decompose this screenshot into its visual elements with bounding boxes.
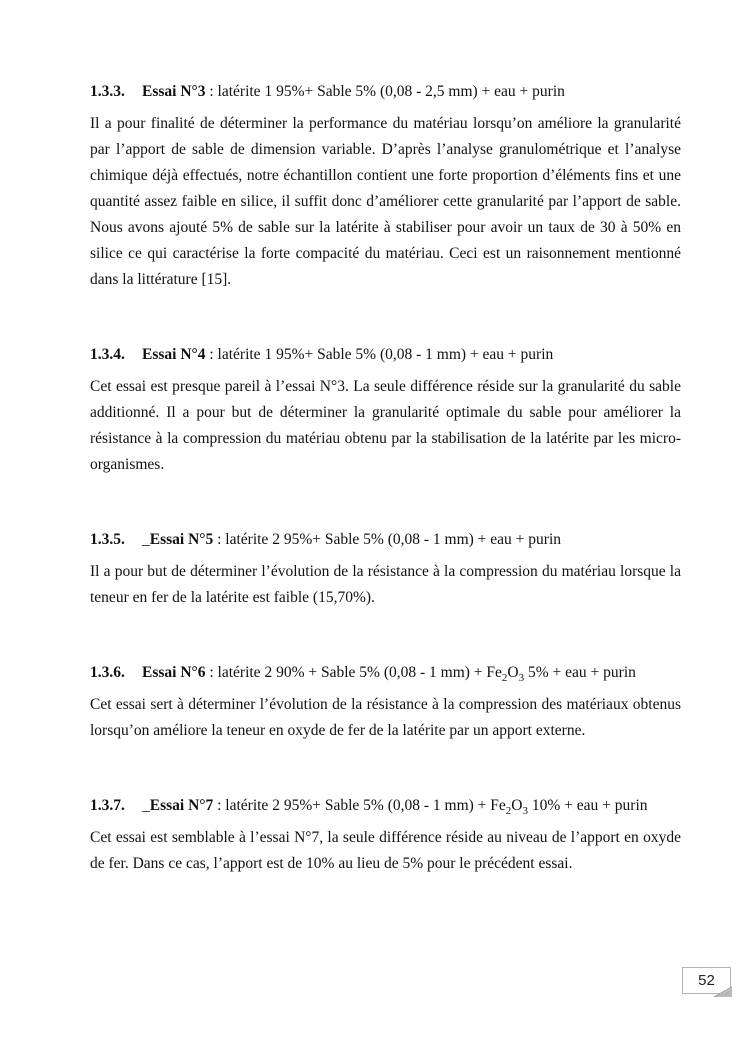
heading-text: O [507,664,519,681]
heading-text: : latérite 2 95%+ Sable 5% (0,08 - 1 mm) + eau + purin [213,531,562,548]
heading-text: O [511,797,523,814]
subscript: 3 [522,805,528,818]
subscript: 2 [501,672,508,685]
page-number-badge [682,967,731,994]
document-content [90,82,681,929]
essay-section [90,345,681,478]
essay-body: Il a pour finalité de déterminer la performance du matériau lorsqu’on améliore la granularité par l’apport de sable de dimension variable. D’après l’analyse granulométrique et l’analyse chimique déjà effectués, notre échantillon contient une forte proportion d’éléments fins et une quantité assez faible en silice, il suffit donc d’améliorer cette granularité par l’apport de sable. Nous avons ajouté 5% de sable sur la latérite à stabiliser pour avoir un taux de 30 à 50% en silice ce qui caractérise la forte compacité du matériau. Ceci est un raisonnement mentionné dans la littérature [15]. [90,115,681,288]
heading-text: : latérite 1 95%+ Sable 5% (0,08 - 2,5 mm) + eau + purin [205,83,565,100]
essay-section [90,796,681,877]
subscript: 2 [505,805,512,818]
page-number: 52 [698,972,715,989]
essay-body: Cet essai est presque pareil à l’essai N°3. La seule différence réside sur la granularité du sable additionné. Il a pour but de déterminer la granularité optimale du sable pour améliorer la résistance à la compression du matériau obtenu par la stabilisation de la latérite par les micro-organismes. [90,378,681,473]
essay-body: Il a pour but de déterminer l’évolution de la résistance à la compression du matériau lorsque la teneur en fer de la latérite est faible (15,70%). [90,563,681,606]
section-number: 1.3.6. [90,664,125,681]
essay-heading [90,345,681,365]
essay-title: Essai N°6 [142,664,206,681]
heading-text: 10% + eau + purin [528,797,648,814]
essay-section [90,663,681,744]
heading-rest [213,531,561,548]
heading-text: : latérite 1 95%+ Sable 5% (0,08 - 1 mm) + eau + purin [205,346,554,363]
essay-heading [90,82,681,102]
heading-text: : latérite 2 90% + Sable 5% (0,08 - 1 mm) + Fe [205,664,502,681]
essay-heading [90,663,681,683]
essay-title: Essai N°5 [149,531,214,548]
section-number: 1.3.7. [90,797,125,814]
essay-section [90,82,681,293]
heading-text: : latérite 2 95%+ Sable 5% (0,08 - 1 mm) + Fe [213,797,506,814]
essay-sections [90,82,681,877]
section-number: 1.3.5. [90,531,125,548]
heading-underscore: _ [142,531,150,548]
heading-rest [205,346,553,363]
essay-heading [90,530,681,550]
essay-body: Cet essai est semblable à l’essai N°7, la seule différence réside au niveau de l’apport en oxyde de fer. Dans ce cas, l’apport est de 10% au lieu de 5% pour le précédent essai. [90,829,681,872]
essay-title: Essai N°3 [142,83,206,100]
essay-section [90,530,681,611]
heading-rest [205,83,564,100]
essay-body: Cet essai sert à déterminer l’évolution de la résistance à la compression des matériaux obtenus lorsqu’on améliore la teneur en oxyde de fer de la latérite par un apport externe. [90,696,681,739]
heading-rest [213,797,648,818]
section-number: 1.3.3. [90,83,125,100]
essay-title: Essai N°7 [149,797,214,814]
heading-rest [205,664,636,685]
heading-underscore: _ [142,797,150,814]
essay-title: Essai N°4 [142,346,206,363]
page-curl-icon [714,985,732,997]
heading-text: 5% + eau + purin [524,664,636,681]
section-number: 1.3.4. [90,346,125,363]
essay-heading [90,796,681,816]
subscript: 3 [518,672,525,685]
